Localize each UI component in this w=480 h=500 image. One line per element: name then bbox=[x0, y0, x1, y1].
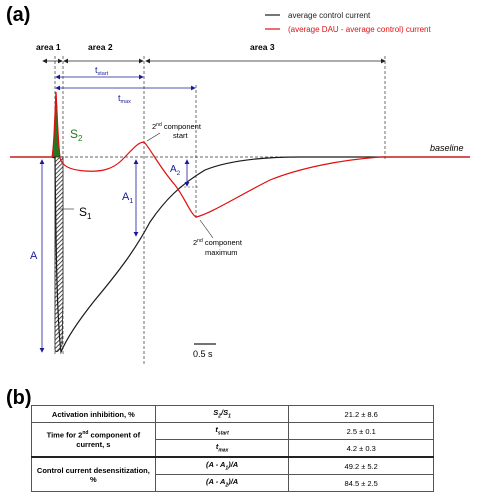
difference-current-trace bbox=[10, 92, 470, 217]
row-formula: $(A - A_2)/A$ bbox=[155, 475, 289, 492]
area-3-label: area 3 bbox=[250, 42, 275, 52]
control-current-trace bbox=[10, 157, 470, 352]
table-row bbox=[32, 423, 434, 440]
a1-amplitude-label: $A_1$ bbox=[122, 191, 134, 205]
s2-label: $S_2$ bbox=[70, 127, 83, 143]
legend-difference-text: (average DAU - average control) current bbox=[288, 25, 431, 34]
table-row bbox=[32, 406, 434, 423]
row-value: 21.2 ± 8.6 bbox=[289, 406, 434, 423]
row-value: 49.2 ± 5.2 bbox=[289, 457, 434, 475]
second-component-max-pointer bbox=[200, 220, 213, 238]
s1-label: $S_1$ bbox=[79, 205, 92, 221]
second-component-start-label-2: start bbox=[173, 131, 188, 140]
row-value: 2.5 ± 0.1 bbox=[289, 423, 434, 440]
legend-control-text: average control current bbox=[288, 11, 371, 20]
panel-b-label: (b) bbox=[6, 387, 32, 409]
panel-a-label: (a) bbox=[6, 4, 31, 26]
area-2-label: area 2 bbox=[88, 42, 113, 52]
baseline-label: baseline bbox=[430, 143, 464, 153]
row-label: Time for 2nd component of current, s bbox=[32, 423, 156, 458]
row-formula: $t_{start}$ bbox=[155, 423, 289, 440]
row-formula: $t_{max}$ bbox=[155, 440, 289, 458]
a2-amplitude-label: $A_2$ bbox=[170, 164, 181, 177]
row-formula: $S_2/S_1$ bbox=[155, 406, 289, 423]
second-component-max-label: 2nd component bbox=[193, 238, 242, 247]
row-value: 84.5 ± 2.5 bbox=[289, 475, 434, 492]
table-row bbox=[32, 457, 434, 475]
second-component-start-pointer bbox=[147, 133, 160, 141]
scale-bar-label: 0.5 s bbox=[193, 349, 213, 359]
row-formula: $(A - A_1)/A$ bbox=[155, 457, 289, 475]
area-1-label: area 1 bbox=[36, 42, 61, 52]
parameters-table bbox=[31, 405, 434, 492]
row-label: Activation inhibition, % bbox=[32, 406, 156, 423]
a-amplitude-label: A bbox=[30, 250, 38, 262]
row-value: 4.2 ± 0.3 bbox=[289, 440, 434, 458]
t-max-label: $t_{max}$ bbox=[118, 93, 131, 105]
row-label: Control current desensitization, % bbox=[32, 457, 156, 492]
second-component-start-label: 2nd component bbox=[152, 122, 201, 131]
t-start-label: $t_{start}$ bbox=[95, 65, 109, 77]
second-component-max-label-2: maximum bbox=[205, 248, 238, 257]
